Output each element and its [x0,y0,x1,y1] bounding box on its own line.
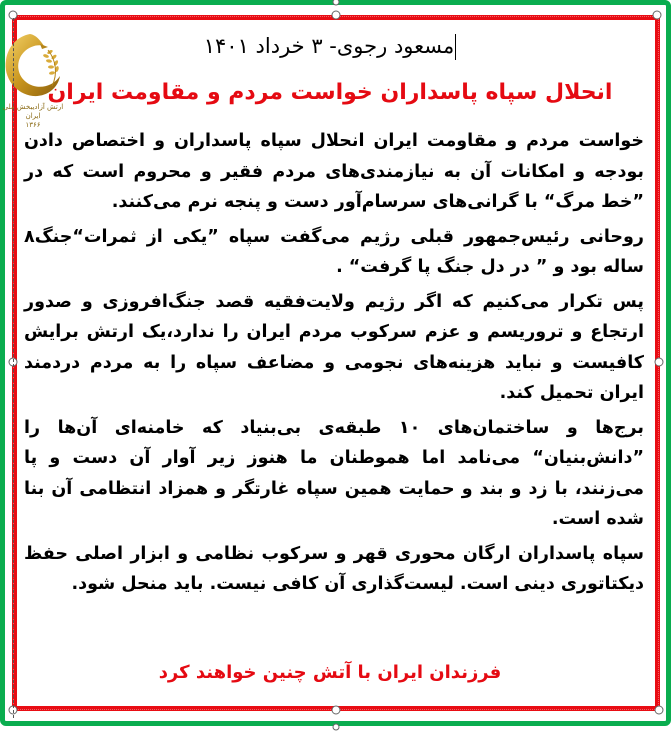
paragraph: پس تکرار می‌کنیم که اگر رژیم ولایت‌فقیه قصد جنگ‌افروزی و صدور ارتجاع و تروریسم و عزم سرکوب مردم ایران را ندارد،یک ارتش برایش کافیست و نباید هزینه‌های نجومی و مضاعف سپاه را به مردم دردمند ایران تحمیل کند. [24,291,644,403]
paragraph: سپاه پاسداران ارگان محوری قهر و سرکوب نظامی و ابزار اصلی حفظ دیکتاتوری دینی است. لیست‌گذاری آن کافی نیست. باید منحل شود. [24,543,644,594]
resize-handle-bottom-right[interactable] [655,706,664,715]
resize-handle-top-center[interactable] [332,11,341,20]
author-date-line[interactable] [20,34,640,60]
headline: انحلال سپاه پاسداران خواست مردم و مقاومت ایران [47,80,613,105]
alignment-guide-line [13,18,14,718]
author-date-text: مسعود رجوی- ۳ خرداد ۱۴۰۱ [203,34,455,58]
text-caret [455,34,456,60]
outer-bottom-center-handle[interactable] [333,724,340,731]
resize-handle-middle-right[interactable] [655,358,664,367]
logo-caption-text: ارتش آزادیبخش ملی ایران [2,103,64,120]
body-text[interactable] [24,126,644,604]
paragraph: روحانی رئیس‌جمهور قبلی رژیم می‌گفت سپاه ”یکی از ثمرات“جنگ۸ ساله بود و ” در دل جنگ پا گرفت“ . [24,226,644,277]
paragraph: خواست مردم و مقاومت ایران انحلال سپاه پاسداران و اختصاص دادن بودجه و امکانات آن به نیازمندی‌های مردم فقیر و محروم است که در ”خط مرگ“ با گرانی‌های سرسام‌آور دست و پنجه نرم می‌کنند. [24,131,644,212]
resize-handle-top-right[interactable] [653,11,662,20]
paragraph: برج‌ها و ساختمان‌های ۱۰ طبقه‌ی بی‌بنیاد که خامنه‌ای آن‌ها را ”دانش‌بنیان“ می‌نامد اما هموطنان ما هنوز زیر آوار آن دست و پا می‌زنند، با زد و بند و حمایت همین سپاه غارتگر و همزاد انتظامی آن بنا شده است. [24,417,644,529]
closing-line: فرزندان ایران با آتش چنین خواهند کرد [158,662,502,683]
resize-handle-bottom-center[interactable] [332,706,341,715]
logo-caption-year: ۱۳۶۶ [25,121,41,129]
